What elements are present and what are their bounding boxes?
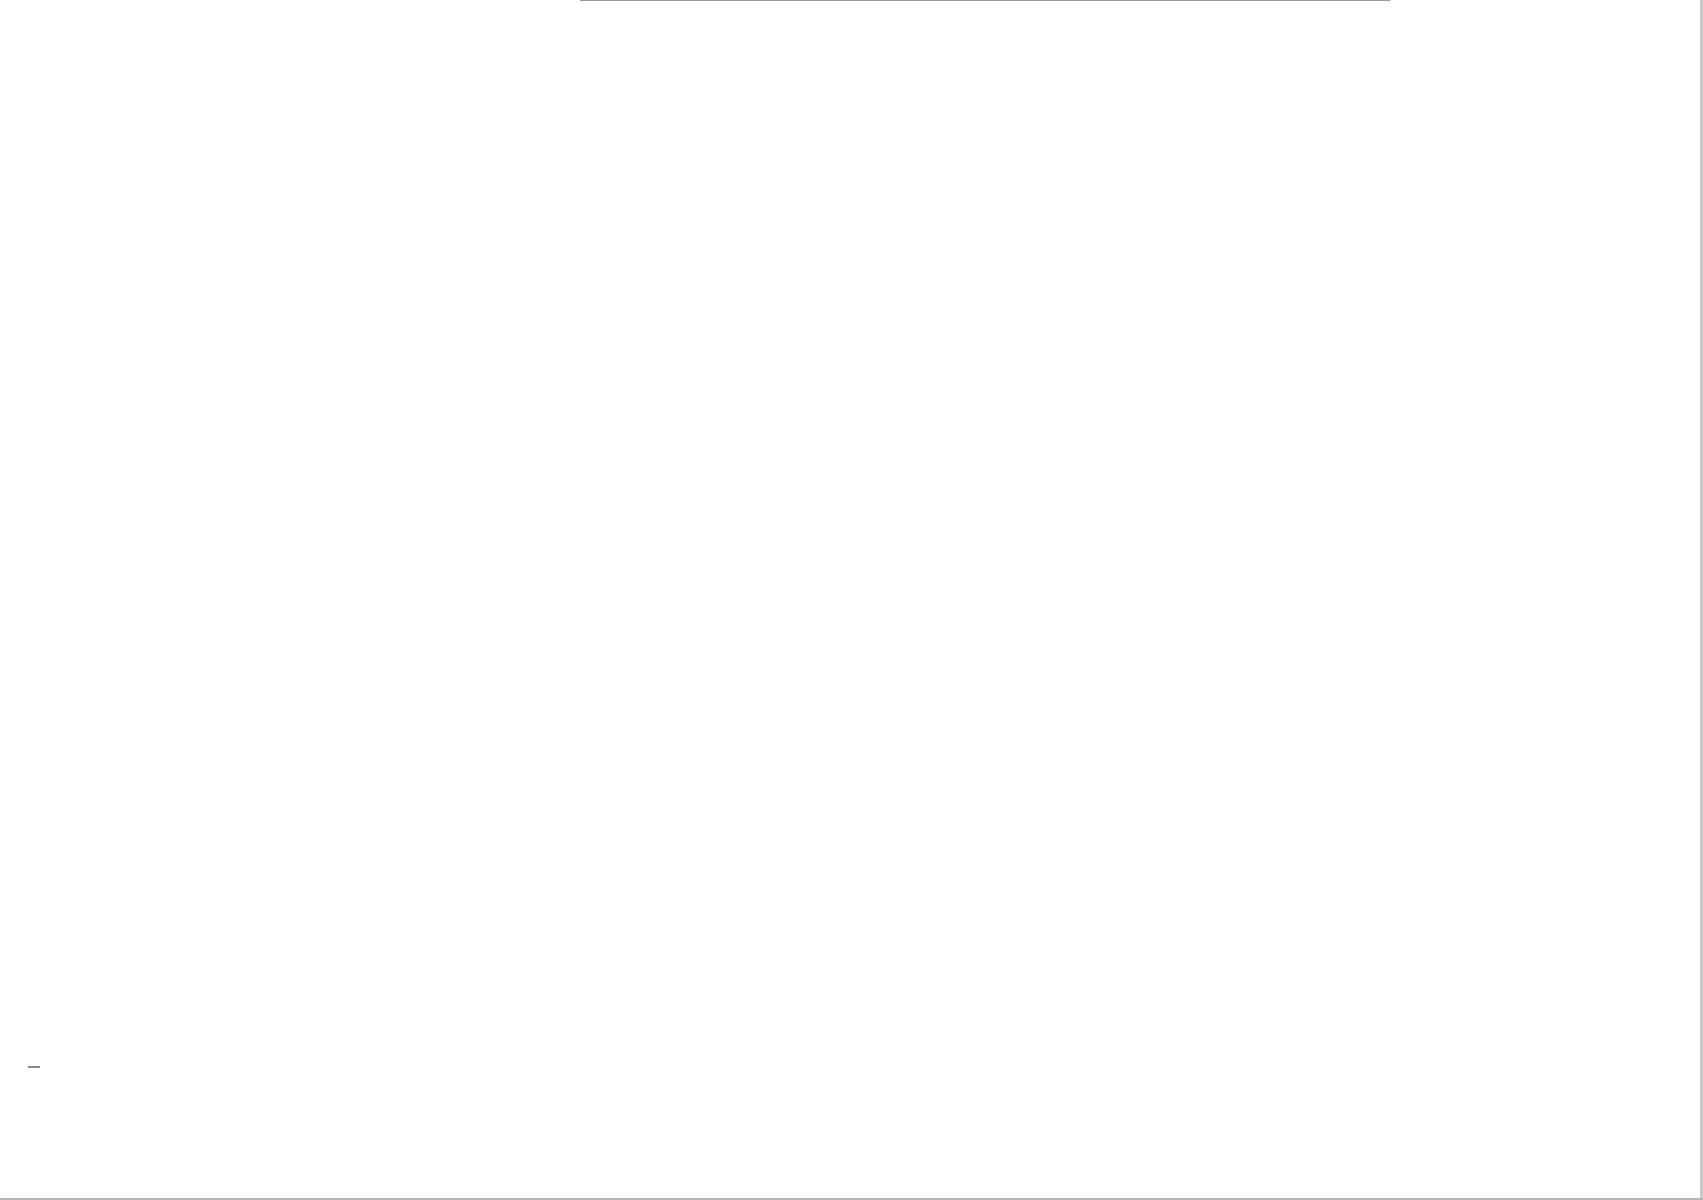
scan-mark <box>28 1066 40 1068</box>
scan-edge-top <box>580 0 1390 1</box>
